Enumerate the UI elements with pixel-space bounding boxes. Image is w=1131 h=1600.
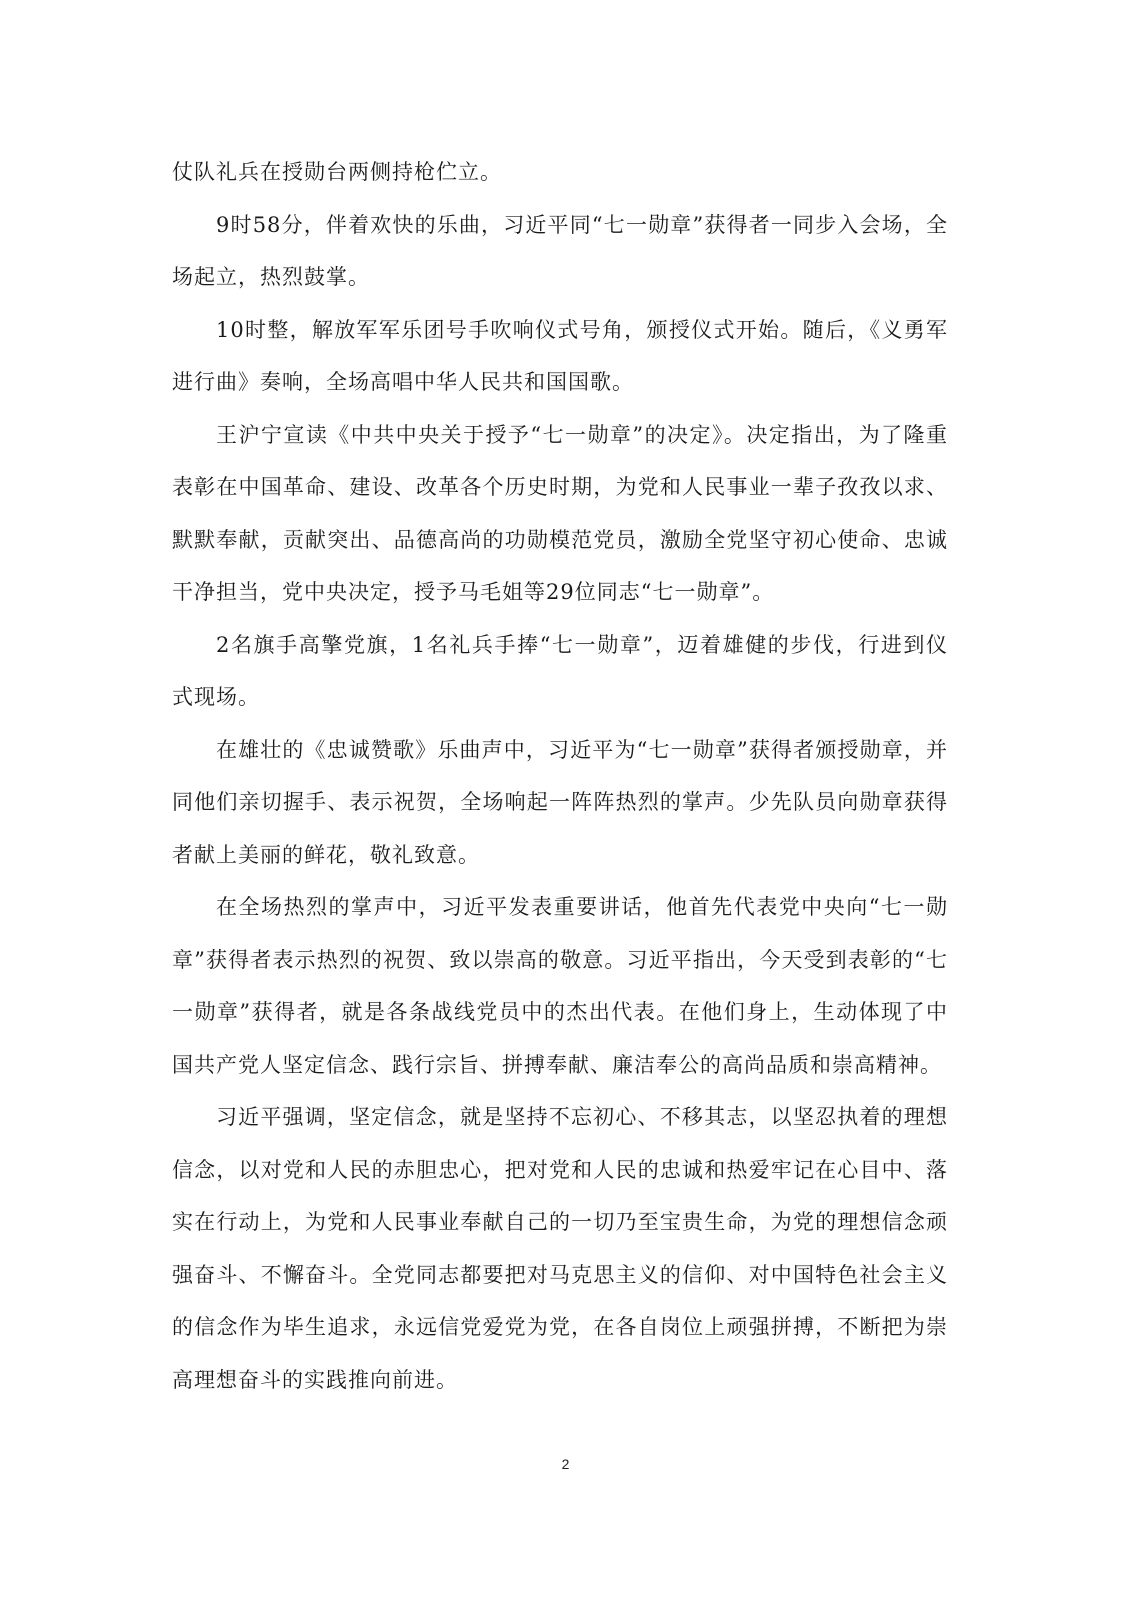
paragraph: 在全场热烈的掌声中，习近平发表重要讲话，他首先代表党中央向“七一勋章”获得者表示热烈的祝贺、致以崇高的敬意。习近平指出，今天受到表彰的“七一勋章”获得者，就是各条战线党员中的杰出代表。在他们身上，生动体现了中国共产党人坚定信念、践行宗旨、拼搏奉献、廉洁奉公的高尚品质和崇高精神。 [172,895,948,1077]
paragraph: 仗队礼兵在授勋台两侧持枪伫立。 [172,160,502,184]
paragraph: 习近平强调，坚定信念，就是坚持不忘初心、不移其志，以坚忍执着的理想信念，以对党和人民的赤胆忠心，把对党和人民的忠诚和热爱牢记在心目中、落实在行动上，为党和人民事业奉献自己的一切乃至宝贵生命，为党的理想信念顽强奋斗、不懈奋斗。全党同志都要把对马克思主义的信仰、对中国特色社会主义的信念作为毕生追求，永远信党爱党为党，在各自岗位上顽强拼搏，不断把为崇高理想奋斗的实践推向前进。 [172,1105,948,1392]
paragraph: 9时58分，伴着欢快的乐曲，习近平同“七一勋章”获得者一同步入会场，全场起立，热烈鼓掌。 [172,212,948,289]
paragraph: 在雄壮的《忠诚赞歌》乐曲声中，习近平为“七一勋章”获得者颁授勋章，并同他们亲切握手、表示祝贺，全场响起一阵阵热烈的掌声。少先队员向勋章获得者献上美丽的鲜花，敬礼致意。 [172,737,948,867]
page-number: 2 [561,1456,570,1472]
paragraph: 2名旗手高擎党旗，1名礼兵手捧“七一勋章”，迈着雄健的步伐，行进到仪式现场。 [172,632,948,709]
paragraph: 王沪宁宣读《中共中央关于授予“七一勋章”的决定》。决定指出，为了隆重表彰在中国革命、建设、改革各个历史时期，为党和人民事业一辈子孜孜以求、默默奉献，贡献突出、品德高尚的功勋模范党员，激励全党坚守初心使命、忠诚干净担当，党中央决定，授予马毛姐等29位同志“七一勋章”。 [172,422,948,604]
document-body [172,146,948,1406]
paragraph: 10时整，解放军军乐团号手吹响仪式号角，颁授仪式开始。随后，《义勇军进行曲》奏响，全场高唱中华人民共和国国歌。 [172,317,948,394]
